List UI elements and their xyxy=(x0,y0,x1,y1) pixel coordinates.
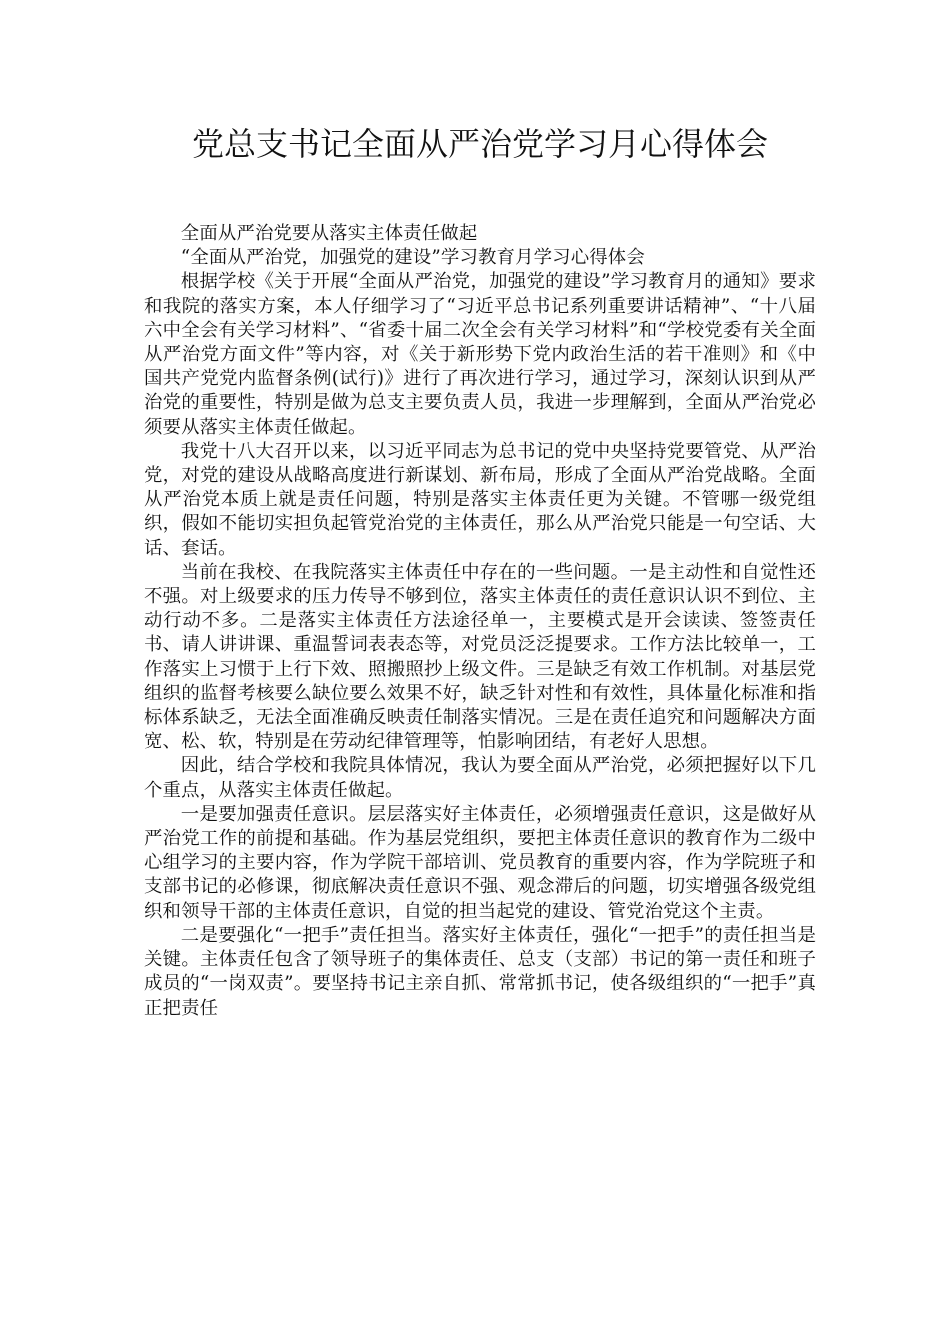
paragraph-point-one: 一是要加强责任意识。层层落实好主体责任，必须增强责任意识，这是做好从严治党工作的前提和基础。作为基层党组织，要把主体责任意识的教育作为二级中心组学习的主要内容，作为学院干部培训、党员教育的重要内容，作为学院班子和支部书记的必修课，彻底解决责任意识不强、观念滞后的问题，切实增强各级党组织和领导干部的主体责任意识，自觉的担当起党的建设、管党治党这个主责。 xyxy=(144,803,816,922)
document-page xyxy=(144,0,816,1344)
paragraph-conclusion: 因此，结合学校和我院具体情况，我认为要全面从严治党，必须把握好以下几个重点，从落实主体责任做起。 xyxy=(144,755,816,801)
document-title: 党总支书记全面从严治党学习月心得体会 xyxy=(191,125,768,163)
paragraph-intro: 根据学校《关于开展“全面从严治党，加强党的建设”学习教育月的通知》要求和我院的落实方案，本人仔细学习了“习近平总书记系列重要讲话精神”、“十八届六中全会有关学习材料”、“省委十届二次全会有关学习材料”和“学校党委有关全面从严治党方面文件”等内容，对《关于新形势下党内政治生活的若干准则》和《中国共产党党内监督条例(试行)》进行了再次进行学习，通过学习，深刻认识到从严治党的重要性，特别是做为总支主要负责人员，我进一步理解到，全面从严治党必须要从落实主体责任做起。 xyxy=(144,271,816,438)
paragraph-problems: 当前在我校、在我院落实主体责任中存在的一些问题。一是主动性和自觉性还不强。对上级要求的压力传导不够到位，落实主体责任的责任意识认识不到位、主动行动不多。二是落实主体责任方法途径单一，主要模式是开会读读、签签责任书、请人讲讲课、重温誓词表表态等，对党员泛泛提要求。工作方法比较单一，工作落实上习惯于上行下效、照搬照抄上级文件。三是缺乏有效工作机制。对基层党组织的监督考核要么缺位要么效果不好，缺乏针对性和有效性，具体量化标准和指标体系缺乏，无法全面准确反映责任制落实情况。三是在责任追究和问题解决方面宽、松、软，特别是在劳动纪律管理等，怕影响团结，有老好人思想。 xyxy=(144,561,816,753)
document-body xyxy=(144,222,816,1021)
paragraph-background: 我党十八大召开以来，以习近平同志为总书记的党中央坚持党要管党、从严治党，对党的建设从战略高度进行新谋划、新布局，形成了全面从严治党战略。全面从严治党本质上就是责任问题，特别是落实主体责任更为关键。不管哪一级党组织，假如不能切实担负起管党治党的主体责任，那么从严治党只能是一句空话、大话、套话。 xyxy=(144,440,816,559)
paragraph-point-two: 二是要强化“一把手”责任担当。落实好主体责任，强化“一把手”的责任担当是关键。主体责任包含了领导班子的集体责任、总支（支部）书记的第一责任和班子成员的“一岗双责”。要坚持书记主亲自抓、常常抓书记，使各级组织的“一把手”真正把责任 xyxy=(144,924,816,1019)
paragraph-subtitle: 全面从严治党要从落实主体责任做起 xyxy=(180,223,478,244)
paragraph-heading: “全面从严治党，加强党的建设”学习教育月学习心得体会 xyxy=(180,247,645,269)
